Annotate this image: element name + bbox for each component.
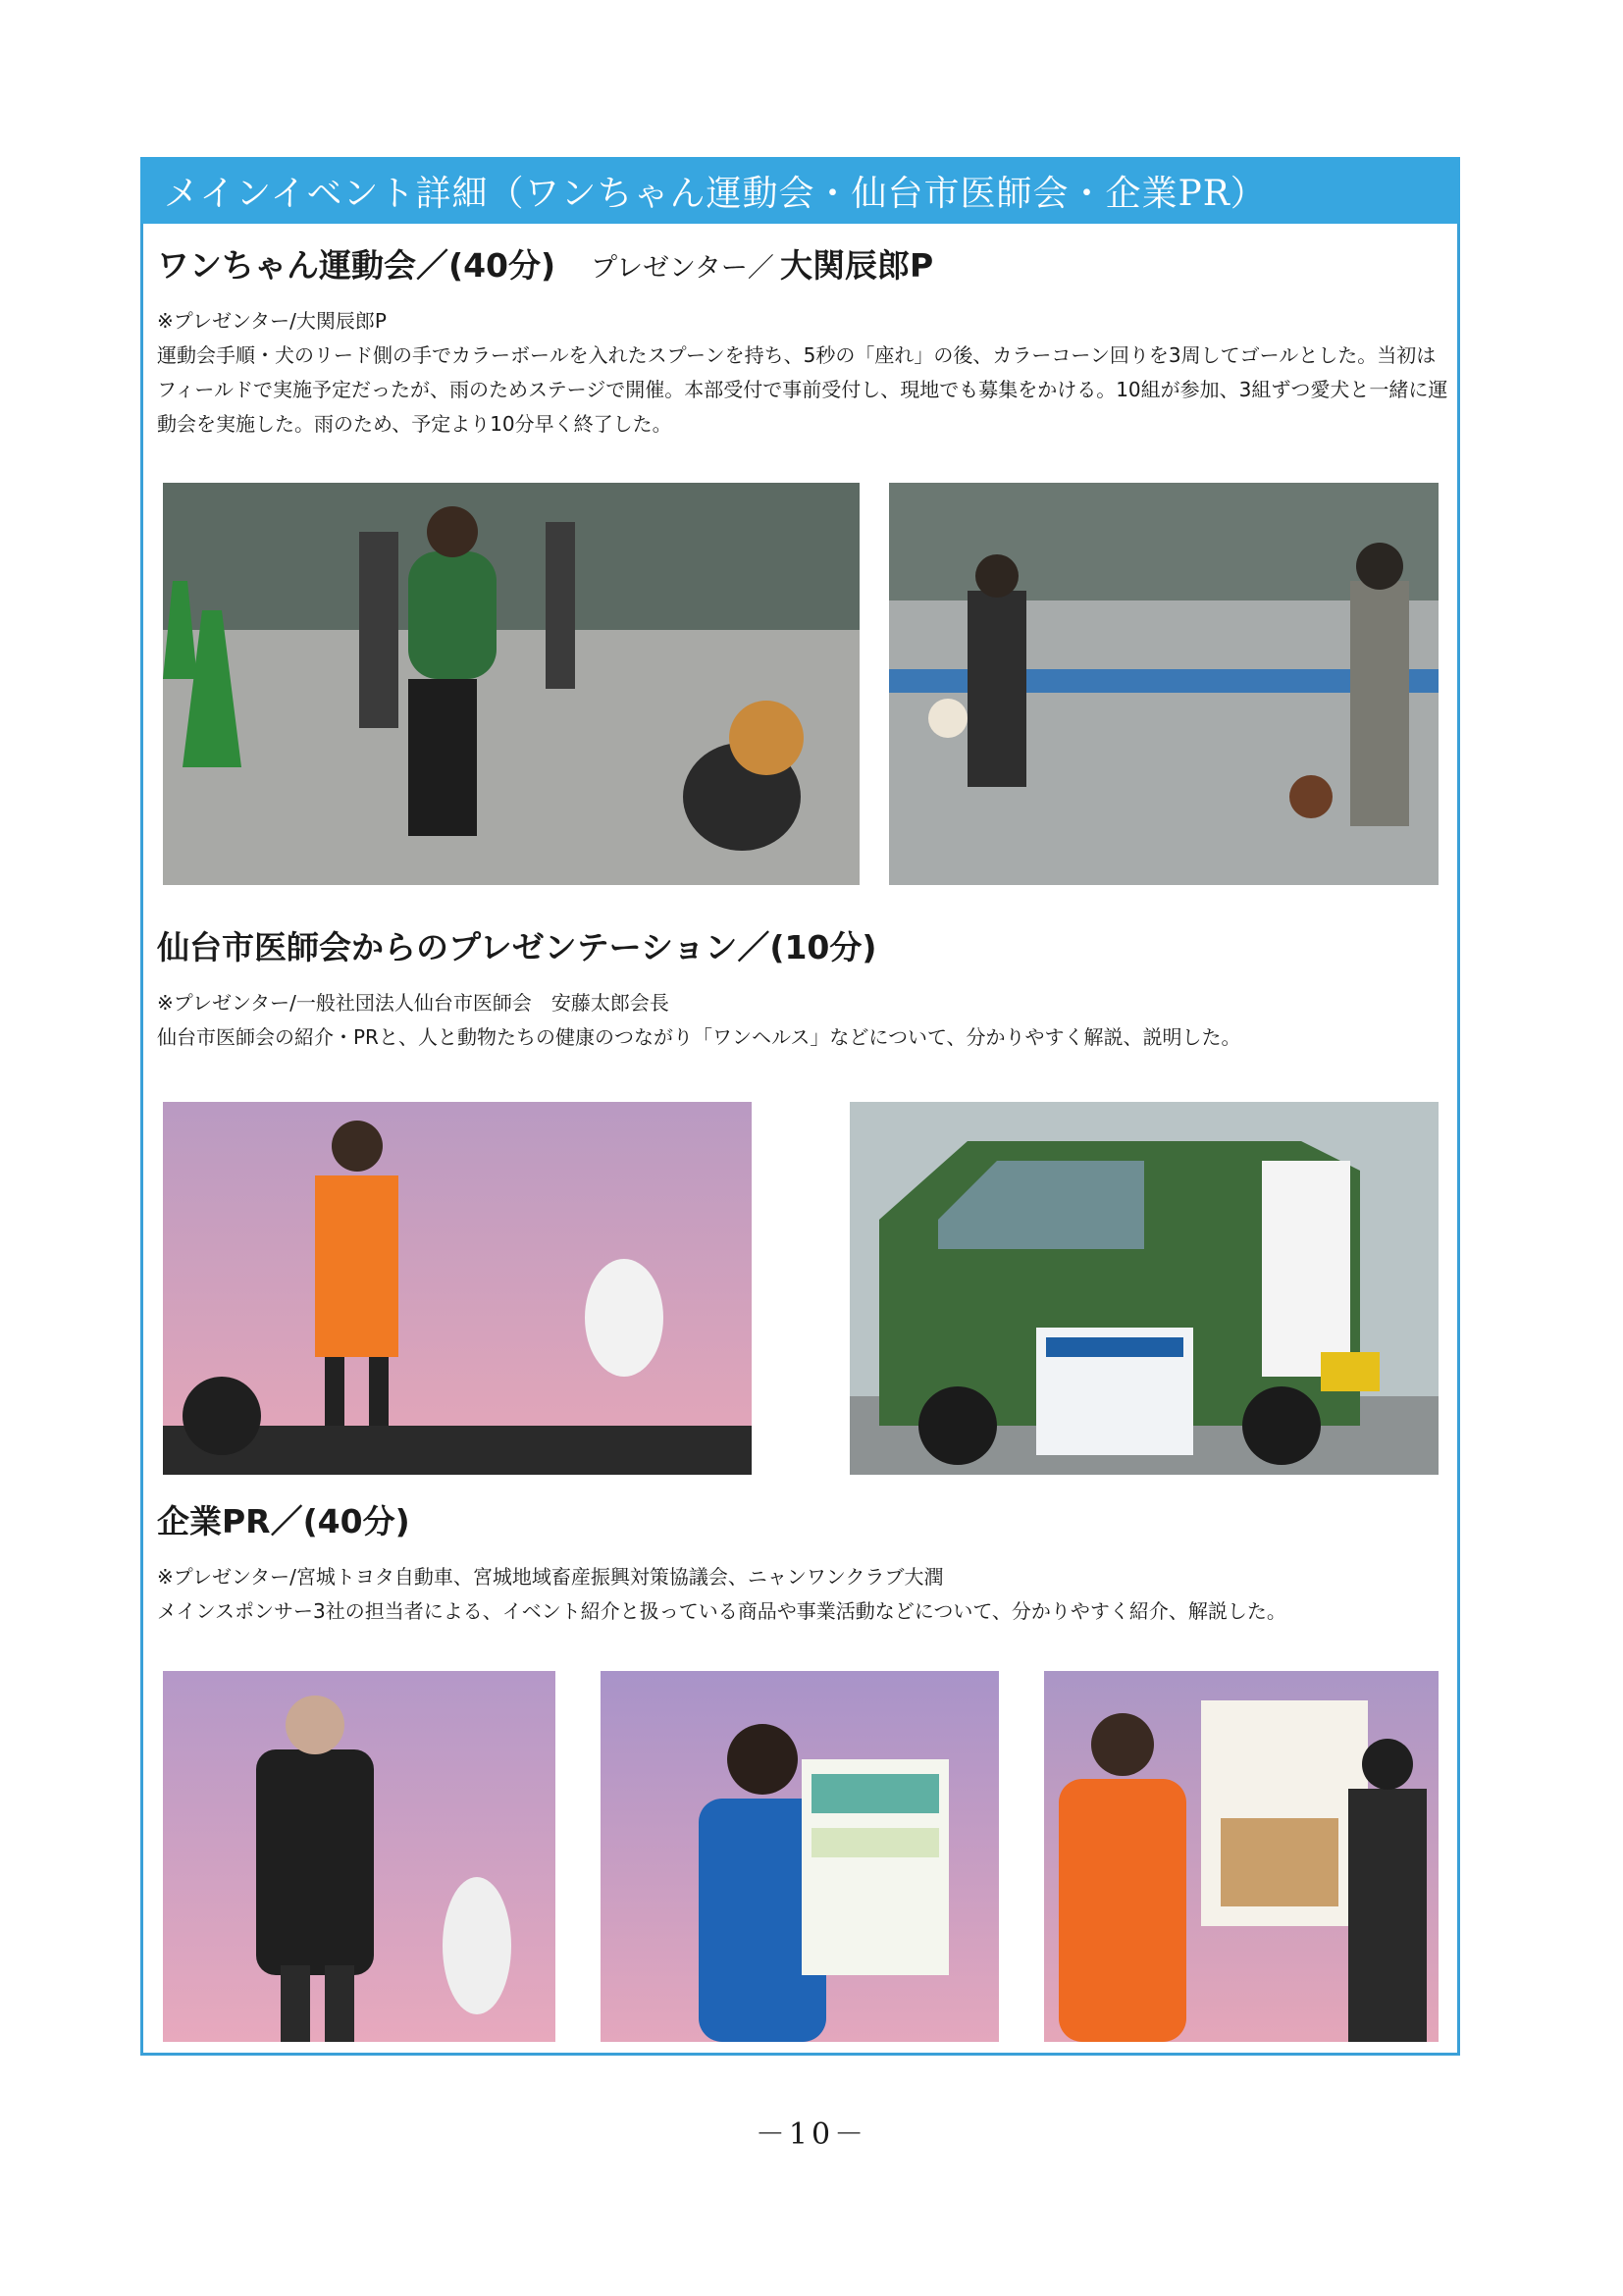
- photo-medical-van: [850, 1102, 1439, 1475]
- photo-toyota-speaker: [163, 1671, 555, 2042]
- section-banner: メインイベント詳細（ワンちゃん運動会・仙台市医師会・企業PR）: [140, 157, 1460, 224]
- section1-heading: [157, 240, 933, 287]
- page-number: －10－: [755, 2117, 868, 2152]
- section2-body: 仙台市医師会の紹介・PRと、人と動物たちの健康のつながり「ワンヘルス」などについて、分かりやすく解説、説明した。: [157, 1025, 1241, 1049]
- section1-presenter: [591, 246, 934, 285]
- section1-title: ワンちゃん運動会／(40分): [157, 246, 556, 285]
- presenter-name: 大関辰郎P: [779, 246, 934, 285]
- section2-title: 仙台市医師会からのプレゼンテーション／(10分): [157, 928, 877, 966]
- section1-body: 運動会手順・犬のリード側の手でカラーボールを入れたスプーンを持ち、5秒の「座れ」の後、カラーコーン回りを3周してゴールとした。当初はフィールドで実施予定だったが、雨のためステージで開催。本部受付で事前受付し、現地でも募集をかける。10組が参加、3組ずつ愛犬と一緒に運動会を実施した。雨のため、予定より10分早く終了した。: [157, 343, 1448, 436]
- section3-note: ※プレゼンター/宮城トヨタ自動車、宮城地域畜産振興対策協議会、ニャンワンクラブ大潤: [157, 1565, 944, 1589]
- section3-body: メインスポンサー3社の担当者による、イベント紹介と扱っている商品や事業活動などについて、分かりやすく紹介、解説した。: [157, 1599, 1286, 1623]
- section1-note: ※プレゼンター/大関辰郎P: [157, 309, 387, 333]
- photo-dog-race: [163, 483, 860, 885]
- presenter-prefix: プレゼンター／: [591, 253, 774, 284]
- photo-medical-association-speaker: [163, 1102, 752, 1475]
- section3-title: 企業PR／(40分): [157, 1502, 410, 1540]
- photo-dog-race-stage: [889, 483, 1439, 885]
- section2-note: ※プレゼンター/一般社団法人仙台市医師会 安藤太郎会長: [157, 991, 669, 1015]
- photo-nyanwan-club-speaker: [1044, 1671, 1439, 2042]
- photo-livestock-council-speaker: [601, 1671, 999, 2042]
